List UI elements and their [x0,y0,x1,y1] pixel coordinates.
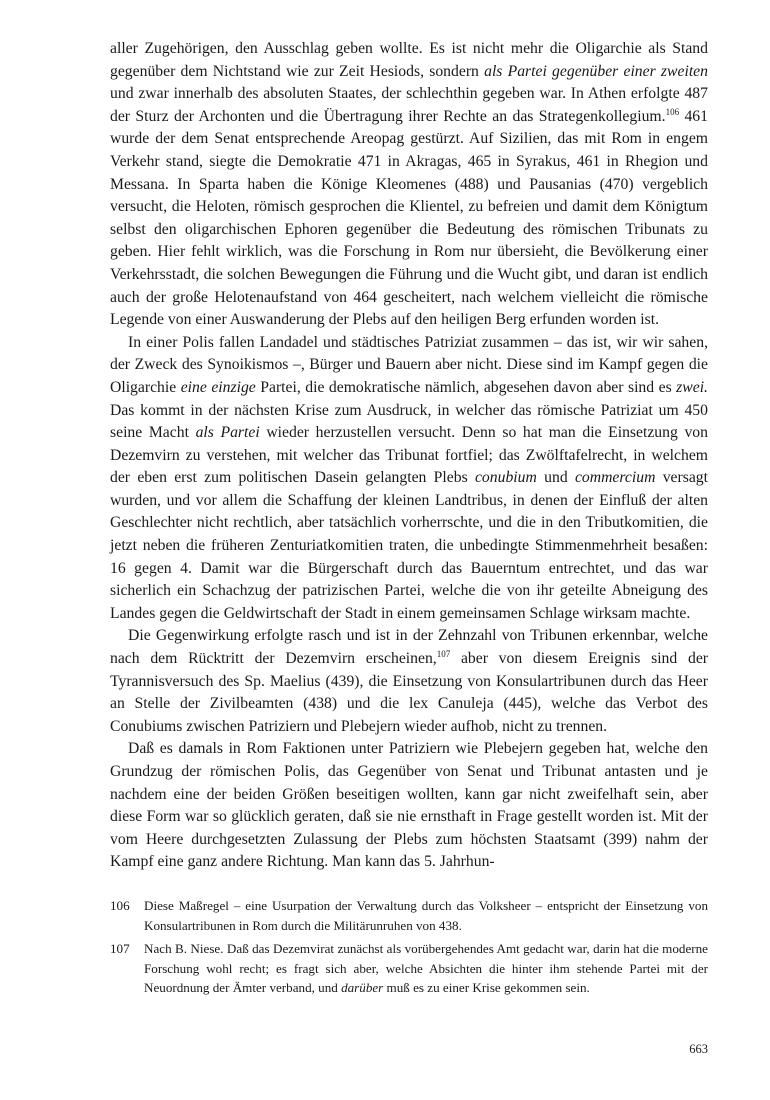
footnote-reference: 107 [436,649,451,660]
text-run: Daß es damals in Rom Faktionen unter Patriziern wie Plebejern gegeben hat, welche den Grundzug der römischen Polis, das Gegenüber von Senat und Tribunat antasten und je nachdem eine der beiden Größen beseitigen wollten, kann gar nicht zweifelhaft sein, aber diese Form war so glücklich geraten, daß sie nie ernsthaft in Frage gestellt worden ist. Mit der vom Heere durchgesetzten Zulassung der Plebs zum höchsten Staatsamt (399) nahm der Kampf eine ganz andere Richtung. Man kann das 5. Jahrhun- [110,740,708,871]
footnote-106 [110,896,708,935]
paragraph-3 [110,625,708,738]
text-run: Diese Maßregel – eine Usurpation der Verwaltung durch das Volksheer – entspricht der Einsetzung von Konsulartribunen in Rom durch die Militärunruhen von 438. [144,898,708,933]
page-body [110,38,708,874]
paragraph-4 [110,738,708,874]
text-run: In einer Polis fallen Landadel und städtisches Patriziat zusammen – das ist, wir wir sahen, der Zweck des Synoikismos –, Bürger und Bauern aber nicht. Diese sind im Kampf gegen die Oligarchie [110,333,708,396]
footnote-text [144,939,708,998]
italic-text: conubium [474,469,537,487]
text-run: und zwar innerhalb des absoluten Staates, der schlechthin gegeben war. In Athen erfolgte 487 der Sturz der Archonten und die Übertragung ihrer Rechte an das Strategenkollegium. [110,85,708,125]
italic-text: eine einzige [180,378,256,396]
text-run: Partei, die demokratische nämlich, abgesehen davon aber sind es [255,378,677,396]
text-run: muß es zu einer Krise gekommen sein. [383,980,590,996]
paragraph-2 [110,332,708,626]
italic-text: zwei. [676,378,708,396]
text-run: Nach B. Niese. Daß das Dezemvirat zunächst als vorübergehendes Amt gedacht war, darin hat die moderne Forschung wohl recht; es fragt sich aber, welche Absichten die hinter ihm stehende Partei mit der Neuordnung der Ämter verband, und [144,941,708,996]
footnote-text [144,896,708,935]
footnotes [110,896,708,1002]
text-run: aller Zugehörigen, den Ausschlag geben wollte. Es ist nicht mehr die Oligarchie als Stand gegenüber dem Nichtstand wie zur Zeit Hesiods, sondern [110,40,708,80]
text-run: Das kommt in der nächsten Krise zum Ausdruck, in welcher das römische Patriziat um 450 seine Macht [110,401,708,442]
italic-text: als Partei gegenüber einer zweiten [484,62,708,80]
text-run: 461 wurde der dem Senat entsprechende Areopag gestürzt. Auf Sizilien, das mit Rom in engem Verkehr stand, siegte die Demokratie 471 in Akragas, 465 in Syrakus, 461 in Rhegion und Messana. In Sparta haben die Könige Kleomenes (488) und Pausanias (470) vergeblich versucht, die Heloten, römisch gesprochen die Klientel, zu befreien und damit dem Königtum selbst den oligarchischen Ephoren gegenüber die Bedeutung des römischen Tribunats zu geben. Hier fehlt wirklich, was die Forschung in Rom nur übersieht, die Bevölkerung einer Verkehrsstadt, die solchen Bewegungen die Führung und die Wucht gibt, und daran ist endlich auch der große Helotenaufstand von 464 gescheitert, nach welchem vielleicht die römische Legende von einer Auswanderung der Plebs auf den heiligen Berg erfunden worden ist. [110,107,708,329]
paragraph-1 [110,38,708,332]
footnote-reference: 106 [665,106,680,117]
text-run: Die Gegenwirkung erfolgte rasch und ist in der Zehnzahl von Tribunen erkennbar, welche nach dem Rücktritt der Dezemvirn erscheinen, [110,627,708,668]
text-run: aber von diesem Ereignis sind der Tyrannisversuch des Sp. Maelius (439), die Einsetzung von Konsulartribunen durch das Heer an Stelle der Zivilbeamten (438) und die lex Canuleja (445), welche das Verbot des Conubiums zwischen Patriziern und Plebejern wieder aufhob, nicht zu trennen. [110,650,709,735]
footnote-107 [110,939,708,998]
italic-text: als Partei [195,424,260,442]
italic-text: commercium [574,469,656,487]
main-text [110,38,708,874]
page-number: 663 [689,1042,708,1056]
text-run: wieder herzustellen versucht. Denn so hat man die Einsetzung von Dezemvirn zu verstehen, mit welcher das Tribunat fortfiel; das Zwölftafelrecht, in welchem der eben erst zum politischen Dasein gelangten Plebs [110,424,708,487]
text-run: und [536,469,575,487]
footnote-number: 107 [110,941,130,957]
italic-text: darüber [341,980,384,996]
footnote-number: 106 [110,898,130,913]
text-run: versagt wurden, und vor allem die Schaffung der kleinen Landtribus, in denen der Einfluß der alten Geschlechter nicht rechtlich, aber tatsächlich vorherrschte, und die in den Tributkomitien, die jetzt neben die früheren Zenturiatkomitien traten, die unbedingte Stimmenmehrheit besaßen: 16 gegen 4. Damit war die Bürgerschaft durch das Bauerntum entrechtet, und das war sicherlich ein Schachzug der patrizischen Partei, welche die von ihr geteilte Abneigung des Landes gegen die Geldwirtschaft der Stadt in einem gemeinsamen Schlage wirksam machte. [110,469,708,622]
